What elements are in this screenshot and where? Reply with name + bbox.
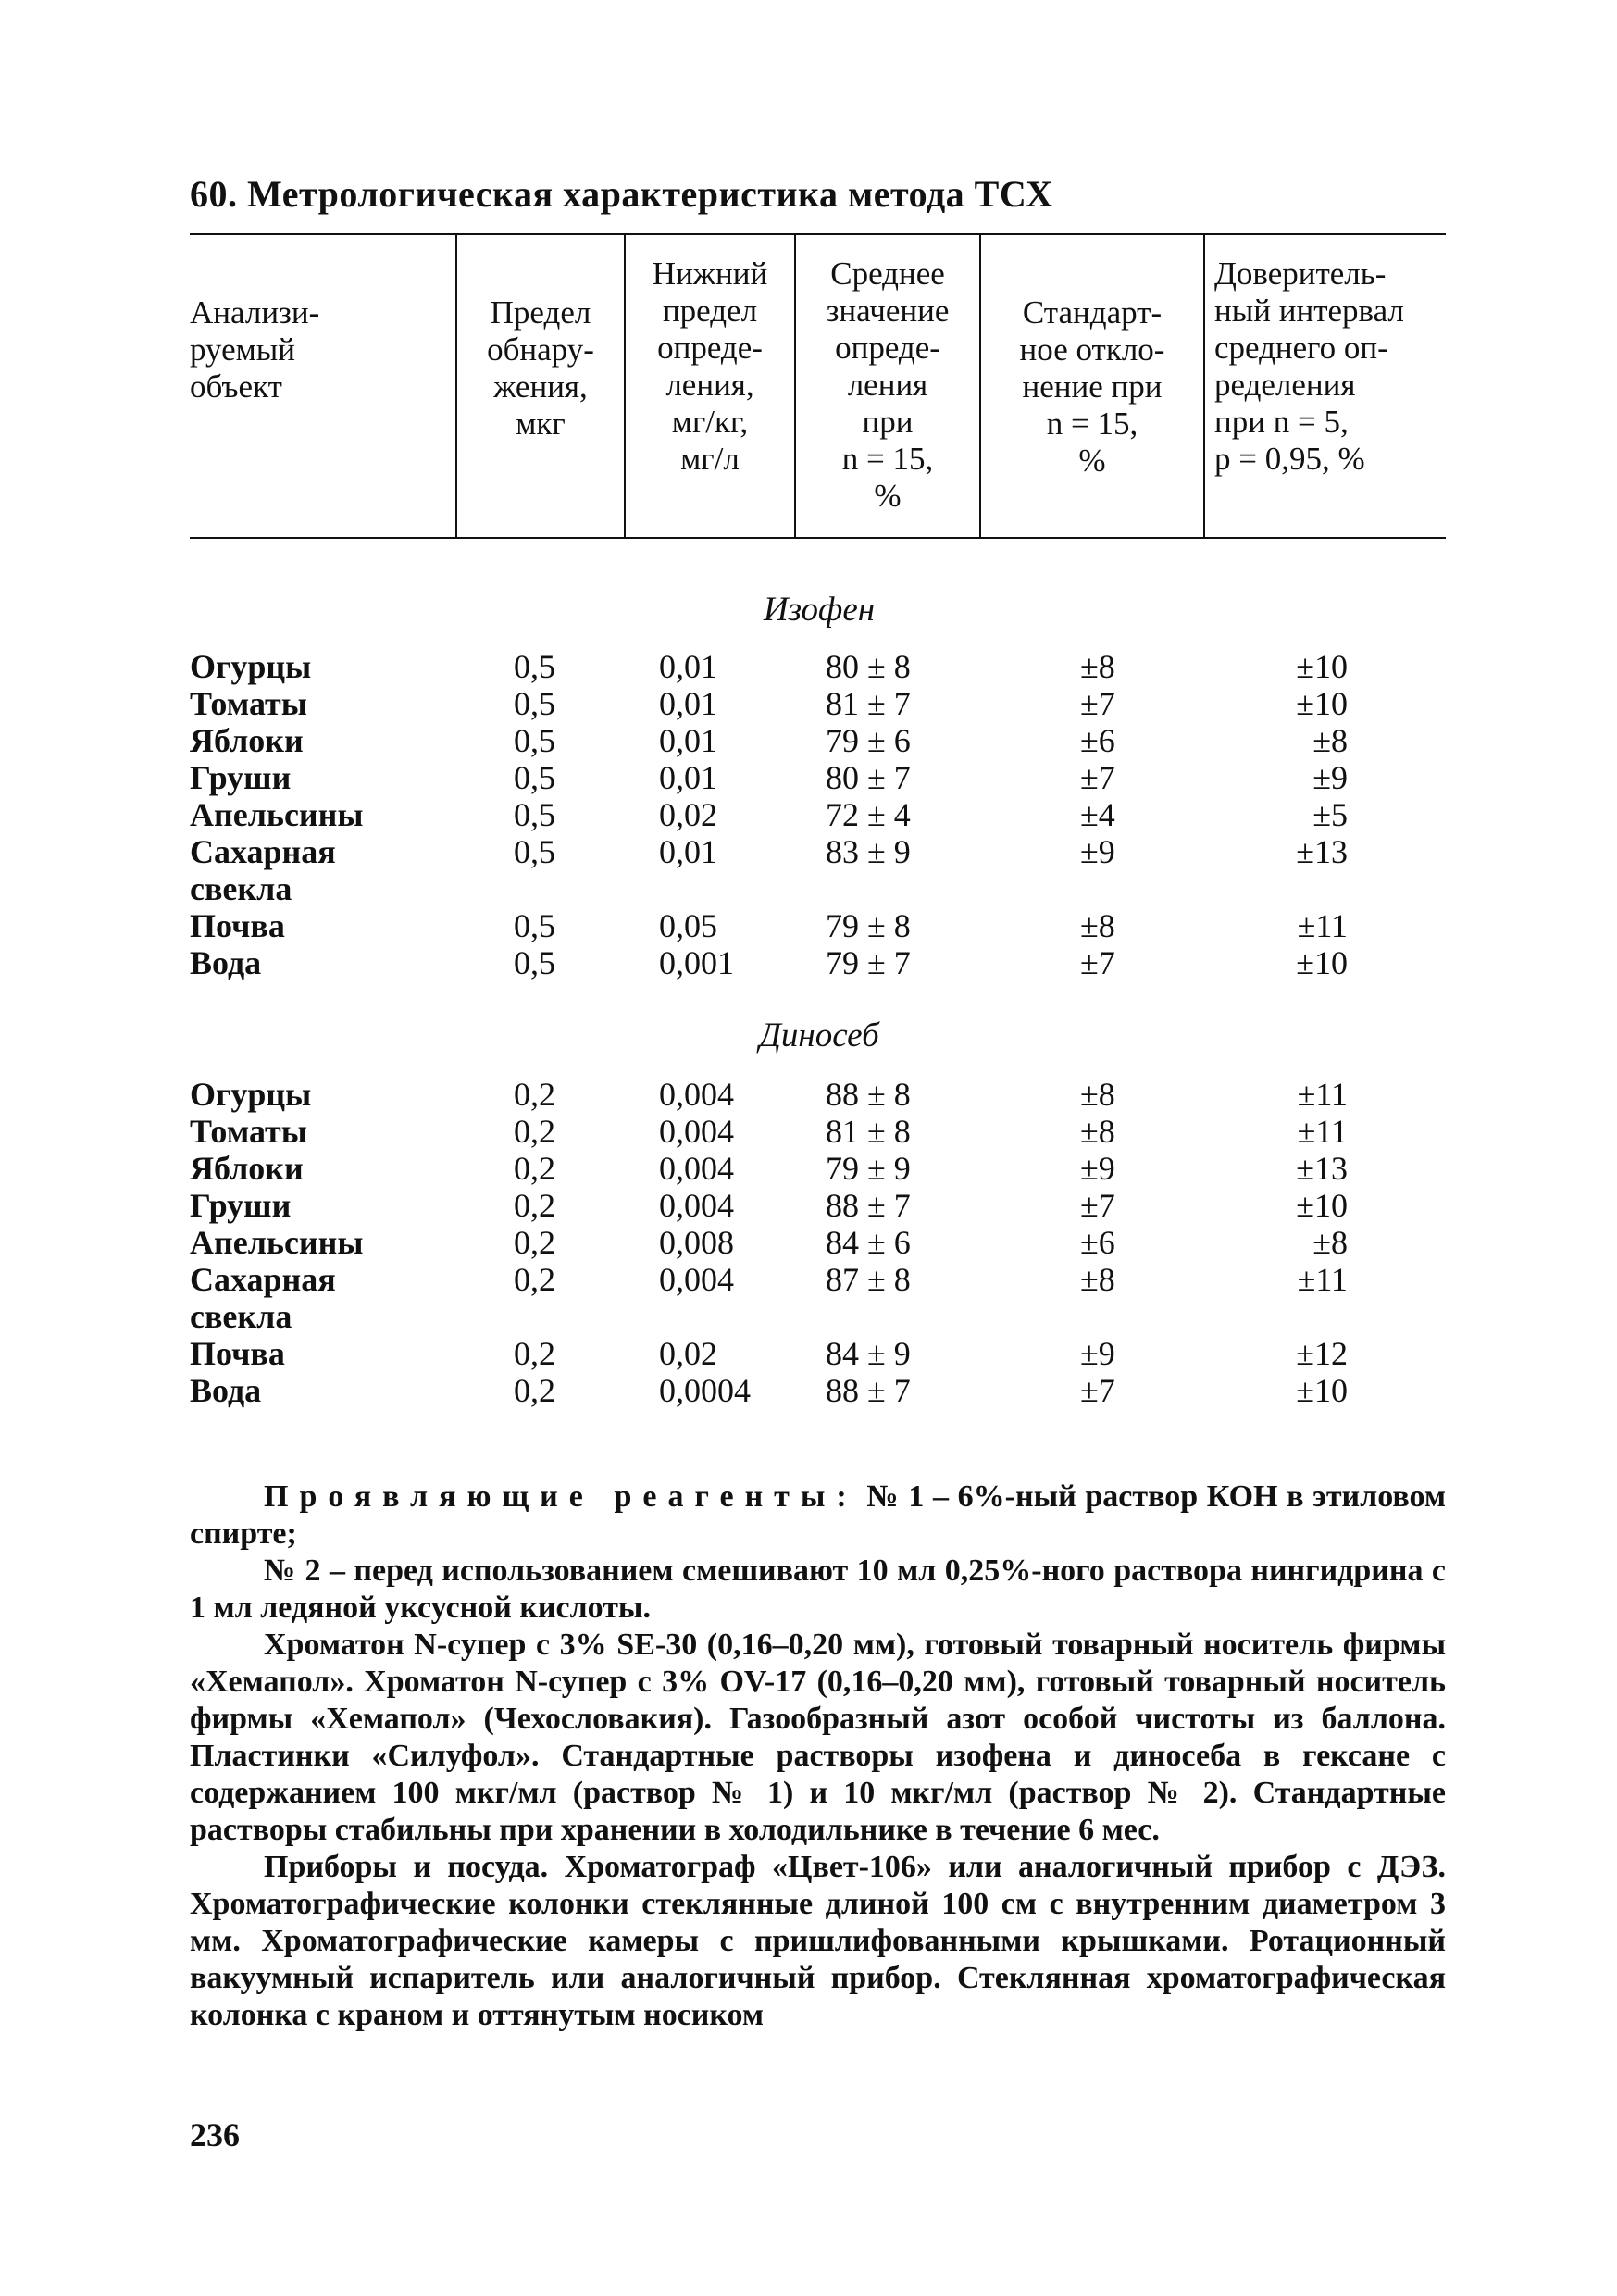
paragraph-equipment: Приборы и посуда. Хроматограф «Цвет-106» или аналогичный прибор с ДЭЗ. Хроматографические колонки стеклянные длиной 100 см с внутренним диаметром 3 мм. Хроматографические камеры с пришлифованными крышками. Ротационный вакуумный испаритель или аналогичный прибор. Стеклянная хроматографическая колонка с краном и оттянутым носиком — [190, 1850, 1446, 2032]
cell-detection-limit: 0,2 — [514, 1187, 555, 1224]
cell-detection-limit: 0,5 — [514, 685, 555, 722]
cell-object: Почва — [190, 1335, 285, 1372]
cell-object: Огурцы — [190, 648, 312, 685]
cell-object: Яблоки — [190, 1150, 304, 1187]
cell-lower-limit: 0,01 — [659, 722, 717, 759]
header-detection-limit: Предел обнару- жения, мкг — [487, 294, 594, 442]
table-row — [0, 722, 1617, 759]
cell-object: Томаты — [190, 685, 307, 722]
cell-object: Огурцы — [190, 1076, 312, 1113]
cell-sd: ±8 — [1080, 1113, 1115, 1150]
cell-lower-limit: 0,01 — [659, 685, 717, 722]
cell-detection-limit: 0,2 — [514, 1113, 555, 1150]
cell-sd: ±4 — [1080, 796, 1115, 833]
cell-mean: 79 ± 7 — [826, 944, 911, 981]
cell-sd: ±6 — [1080, 722, 1115, 759]
cell-detection-limit: 0,2 — [514, 1224, 555, 1261]
table-row — [0, 648, 1617, 685]
cell-object: Апельсины — [190, 1224, 364, 1261]
cell-object: Вода — [190, 944, 262, 981]
cell-detection-limit: 0,5 — [514, 648, 555, 685]
page-number: 236 — [190, 2116, 240, 2153]
header-analyzed-object: Анализи- руемый объект — [190, 294, 320, 405]
cell-lower-limit: 0,001 — [659, 944, 734, 981]
cell-sd: ±8 — [1080, 648, 1115, 685]
cell-ci: ±5 — [1312, 796, 1348, 833]
cell-sd: ±9 — [1080, 1335, 1115, 1372]
cell-object: Яблоки — [190, 722, 304, 759]
cell-ci: ±12 — [1296, 1335, 1348, 1372]
table-row — [0, 759, 1617, 796]
paragraph-chromaton: Хроматон N-супер с 3% SE-30 (0,16–0,20 мм), готовый товарный носитель фирмы «Хемапол». Хроматон N-супер с 3% OV-17 (0,16–0,20 мм), готовый товарный носитель фирмы «Хемапол» (Чехословакия). Газообразный азот особой чистоты из баллона. Пластинки «Силуфол». Стандартные растворы изофена и диносеба в гексане с содержанием 100 мкг/мл (раствор № 1) и 10 мкг/мл (раствор № 2). Стандартные растворы стабильны при хранении в холодильнике в течение 6 мес. — [190, 1628, 1446, 1847]
section-rows-isofen — [0, 648, 1617, 981]
cell-sd: ±7 — [1080, 1372, 1115, 1409]
cell-detection-limit: 0,2 — [514, 1076, 555, 1113]
column-divider-5 — [1203, 235, 1205, 537]
table-row — [0, 1076, 1617, 1113]
cell-mean: 87 ± 8 — [826, 1261, 911, 1298]
cell-sd: ±7 — [1080, 759, 1115, 796]
cell-mean: 81 ± 7 — [826, 685, 911, 722]
cell-ci: ±10 — [1296, 1372, 1348, 1409]
cell-object: Вода — [190, 1372, 262, 1409]
table-row — [0, 1372, 1617, 1409]
cell-mean: 84 ± 6 — [826, 1224, 911, 1261]
cell-object: Томаты — [190, 1113, 307, 1150]
cell-lower-limit: 0,008 — [659, 1224, 734, 1261]
paragraph-reagents — [190, 1479, 1446, 1553]
cell-mean: 81 ± 8 — [826, 1113, 911, 1150]
cell-ci: ±8 — [1312, 1224, 1348, 1261]
section-title-dinoseb: Диносеб — [759, 1017, 879, 1054]
cell-lower-limit: 0,004 — [659, 1113, 734, 1150]
cell-ci: ±10 — [1296, 685, 1348, 722]
cell-ci: ±10 — [1296, 1187, 1348, 1224]
cell-sd: ±8 — [1080, 907, 1115, 944]
section-rows-dinoseb — [0, 1076, 1617, 1409]
cell-object: Апельсины — [190, 796, 364, 833]
cell-mean: 88 ± 7 — [826, 1187, 911, 1224]
table-row — [0, 944, 1617, 981]
cell-mean: 80 ± 7 — [826, 759, 911, 796]
cell-mean: 72 ± 4 — [826, 796, 911, 833]
table-row — [0, 1224, 1617, 1261]
cell-ci: ±10 — [1296, 648, 1348, 685]
table-row — [0, 833, 1617, 907]
cell-mean: 80 ± 8 — [826, 648, 911, 685]
cell-mean: 79 ± 9 — [826, 1150, 911, 1187]
header-confidence-interval: Доверитель- ный интервал среднего оп- ределения при n = 5, p = 0,95, % — [1214, 256, 1404, 477]
cell-detection-limit: 0,5 — [514, 907, 555, 944]
section-title-isofen: Изофен — [763, 591, 876, 629]
cell-ci: ±11 — [1297, 907, 1348, 944]
cell-object: Сахарная свекла — [190, 833, 336, 907]
cell-sd: ±7 — [1080, 1187, 1115, 1224]
cell-detection-limit: 0,5 — [514, 759, 555, 796]
cell-lower-limit: 0,0004 — [659, 1372, 751, 1409]
cell-lower-limit: 0,004 — [659, 1150, 734, 1187]
cell-detection-limit: 0,5 — [514, 833, 555, 870]
cell-detection-limit: 0,5 — [514, 722, 555, 759]
cell-lower-limit: 0,01 — [659, 648, 717, 685]
table-row — [0, 796, 1617, 833]
table-row — [0, 685, 1617, 722]
cell-ci: ±13 — [1296, 833, 1348, 870]
cell-ci: ±8 — [1312, 722, 1348, 759]
table-row — [0, 907, 1617, 944]
cell-object: Сахарная свекла — [190, 1261, 336, 1335]
table-row — [0, 1187, 1617, 1224]
cell-sd: ±8 — [1080, 1076, 1115, 1113]
cell-lower-limit: 0,02 — [659, 796, 717, 833]
cell-mean: 88 ± 7 — [826, 1372, 911, 1409]
header-mean-value: Среднее значение опреде- ления при n = 15, % — [826, 256, 950, 514]
cell-detection-limit: 0,2 — [514, 1261, 555, 1298]
cell-lower-limit: 0,004 — [659, 1187, 734, 1224]
cell-sd: ±9 — [1080, 833, 1115, 870]
cell-detection-limit: 0,2 — [514, 1150, 555, 1187]
cell-lower-limit: 0,004 — [659, 1076, 734, 1113]
paragraph-reagent-2: № 2 – перед использованием смешивают 10 мл 0,25%-ного раствора нингидрина с 1 мл ледяной уксусной кислоты. — [190, 1554, 1446, 1625]
header-lower-limit: Нижний предел опреде- ления, мг/кг, мг/л — [652, 256, 768, 477]
cell-object: Груши — [190, 759, 292, 796]
cell-detection-limit: 0,2 — [514, 1372, 555, 1409]
table-row — [0, 1261, 1617, 1335]
cell-ci: ±10 — [1296, 944, 1348, 981]
reagents-text: № 1 – 6%-ный раствор КОН в этиловом спирте; — [190, 1479, 1446, 1551]
cell-lower-limit: 0,05 — [659, 907, 717, 944]
cell-lower-limit: 0,01 — [659, 759, 717, 796]
table-title: 60. Метрологическая характеристика метода ТСХ — [190, 173, 1053, 215]
header-standard-deviation: Стандарт- ное откло- нение при n = 15, % — [1019, 294, 1165, 479]
table-header-bottom-rule — [190, 537, 1446, 539]
cell-ci: ±9 — [1312, 759, 1348, 796]
cell-sd: ±6 — [1080, 1224, 1115, 1261]
cell-object: Почва — [190, 907, 285, 944]
reagents-label: Проявляющие реагенты: — [264, 1479, 858, 1514]
cell-lower-limit: 0,004 — [659, 1261, 734, 1298]
cell-sd: ±7 — [1080, 944, 1115, 981]
cell-ci: ±11 — [1297, 1113, 1348, 1150]
body-text — [190, 1479, 1446, 2034]
cell-ci: ±11 — [1297, 1261, 1348, 1298]
table-row — [0, 1335, 1617, 1372]
table-row — [0, 1113, 1617, 1150]
cell-mean: 84 ± 9 — [826, 1335, 911, 1372]
cell-sd: ±7 — [1080, 685, 1115, 722]
cell-detection-limit: 0,5 — [514, 796, 555, 833]
table-row — [0, 1150, 1617, 1187]
cell-mean: 79 ± 8 — [826, 907, 911, 944]
table-top-rule — [190, 233, 1446, 235]
cell-sd: ±9 — [1080, 1150, 1115, 1187]
cell-lower-limit: 0,02 — [659, 1335, 717, 1372]
cell-mean: 88 ± 8 — [826, 1076, 911, 1113]
cell-lower-limit: 0,01 — [659, 833, 717, 870]
cell-detection-limit: 0,2 — [514, 1335, 555, 1372]
cell-mean: 83 ± 9 — [826, 833, 911, 870]
cell-sd: ±8 — [1080, 1261, 1115, 1298]
cell-object: Груши — [190, 1187, 292, 1224]
cell-ci: ±13 — [1296, 1150, 1348, 1187]
cell-mean: 79 ± 6 — [826, 722, 911, 759]
cell-detection-limit: 0,5 — [514, 944, 555, 981]
cell-ci: ±11 — [1297, 1076, 1348, 1113]
